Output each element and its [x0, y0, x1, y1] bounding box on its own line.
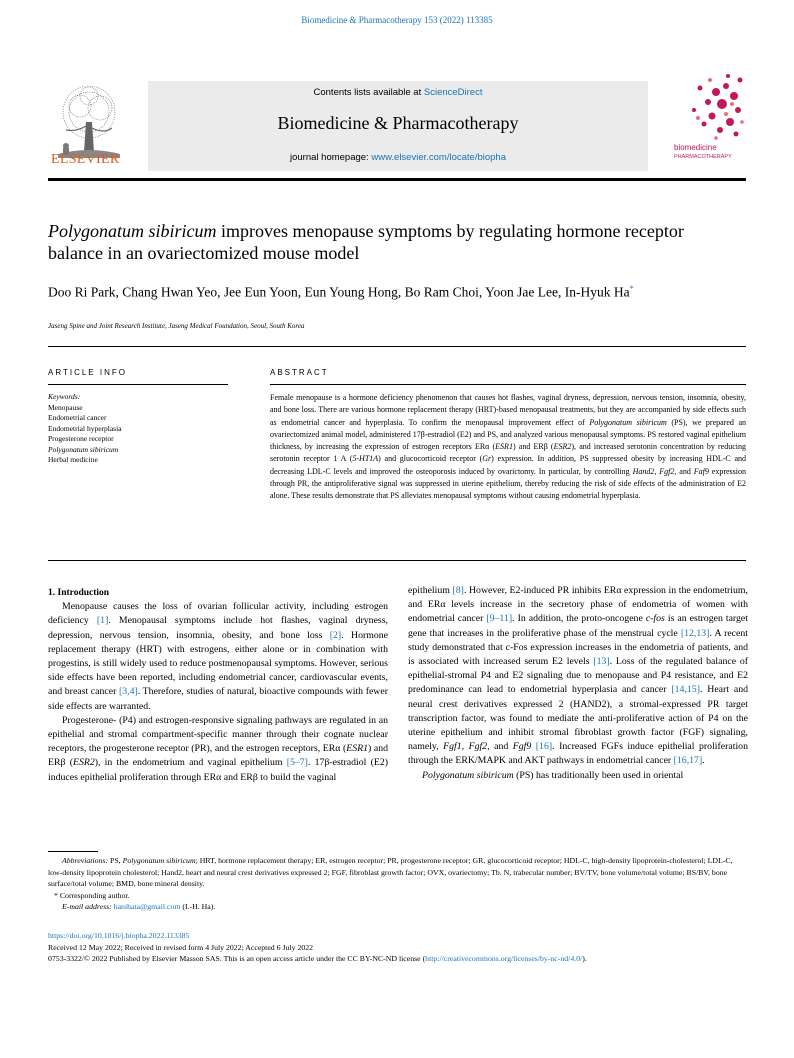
- ref-link[interactable]: [16]: [535, 741, 553, 753]
- corresponding-author-note: * Corresponding author.: [54, 890, 130, 900]
- body-column-right: [408, 584, 748, 783]
- keywords-block: [48, 392, 228, 466]
- ref-link[interactable]: [1]: [96, 615, 109, 627]
- contents-line: Contents lists available at ScienceDirect: [313, 87, 483, 98]
- doi-link[interactable]: https://doi.org/10.1016/j.biopha.2022.113385: [48, 931, 190, 940]
- cover-title-line2: PHARMACOTHERAPY: [674, 154, 732, 160]
- corresponding-author-mark[interactable]: *: [629, 284, 634, 293]
- license-note: 0753-3322/© 2022 Published by Elsevier Masson SAS. This is an open access article under the CC BY-NC-ND license (http://creativecommons.org/licenses/by-nc-nd/4.0/).: [48, 954, 587, 963]
- abstract-bottom-rule: [48, 560, 746, 561]
- footnotes: [48, 855, 746, 913]
- license-link[interactable]: http://creativecommons.org/licenses/by-nc-nd/4.0/: [425, 954, 583, 963]
- homepage-link[interactable]: www.elsevier.com/locate/biopha: [371, 152, 506, 163]
- intro-paragraph-2-cont: epithelium [8]. However, E2-induced PR inhibits ERα expression in the endometrium, and ERα levels increase in the secretory phase of endometria of women with endometrial cancer [9–11]. In addition, the proto-oncogene c-fos is an estrogen target gene that increases in the proliferative phase of the menstrual cycle [12,13]. A recent study demonstrated that c-Fos expression increases in the endometria of patients, and is associated with increased serum E2 levels [13]. Loss of the regulated balance of epithelial-stromal P4 and E2 signaling due to menopause and P4 resistance, and E2 predominance can lead to endometrial hyperplasia and cancer [14,15]. Heart and neural crest derivatives expressed 2 (HAND2), a stromal-expressed PR target transcription factor, was found to mediate the anti-proliferative action of P4 on the uterine epithelium and inhibit stromal fibroblast growth factor (FGF) signaling, namely, Fgf1, Fgf2, and Fgf9 [16]. Increased FGFs induce epithelial proliferation through the ERK/MAPK and AKT pathways in endometrial cancer [16,17].: [408, 585, 748, 767]
- received-dates: Received 12 May 2022; Received in revised form 4 July 2022; Accepted 6 July 2022: [48, 942, 314, 952]
- keyword-item: Progesterone receptor: [48, 434, 114, 443]
- ref-link[interactable]: [12,13]: [680, 627, 710, 639]
- footnote-rule: [48, 851, 98, 852]
- ref-link[interactable]: [16,17]: [673, 755, 703, 767]
- ref-link[interactable]: [2]: [329, 629, 342, 641]
- header-rule: [48, 178, 746, 181]
- abbreviations-note: Abbreviations: PS, Polygonatum sibiricum; HRT, hormone replacement therapy; ER, estrogen receptor; PR, progesterone receptor; GR, glucocorticoid receptor; HDL-C, high-density lipoprotein-cholesterol; LDL-C, low-density lipoprotein cholesterol; Hand2, heart and neural crest derivatives expressed 2; FGF, fibroblast growth factor; OVX, ovariectomy; Tb. N, trabecular number; BV/TV, bone volume/total volume; BS/BV, bone surface/total volume; BMD, bone mineral density.: [48, 856, 733, 888]
- elsevier-wordmark: ELSEVIER: [51, 152, 120, 167]
- abstract-label-rule: [270, 384, 746, 385]
- ref-link[interactable]: [8]: [452, 585, 464, 596]
- abstract-label: ABSTRACT: [270, 368, 329, 377]
- intro-paragraph-2: Progesterone- (P4) and estrogen-responsive signaling pathways are regulated in an epithelial and stromal compartment-specific manner through their cognate nuclear receptors, the progesterone receptor (PR), and the estrogen receptors, ERα (ESR1) and ERβ (ESR2), in the endometrium and vaginal epithelium [5–7]. 17β-estradiol (E2) induces epithelial proliferation through ERα and ERβ to build the vaginal: [48, 714, 388, 783]
- sciencedirect-link[interactable]: ScienceDirect: [423, 87, 483, 98]
- article-info-label: ARTICLE INFO: [48, 368, 127, 377]
- email-note: E-mail address: hanihata@gmail.com (I.-H. Ha).: [62, 902, 216, 911]
- body-column-left: [48, 586, 388, 785]
- ref-link[interactable]: [13]: [593, 656, 610, 668]
- ref-link[interactable]: [14,15]: [671, 684, 700, 696]
- cover-title-line1: biomedicine: [674, 143, 717, 152]
- journal-citation[interactable]: Biomedicine & Pharmacotherapy 153 (2022) 113385: [301, 15, 493, 25]
- journal-name: Biomedicine & Pharmacotherapy: [277, 113, 519, 133]
- author-list: Doo Ri Park, Chang Hwan Yeo, Jee Eun Yoon, Eun Young Hong, Bo Ram Choi, Yoon Jae Lee, In-Hyuk Ha*: [48, 284, 634, 300]
- journal-cover-image: [670, 72, 746, 172]
- ref-link[interactable]: [3,4]: [119, 686, 138, 698]
- keyword-item: Herbal medicine: [48, 455, 98, 464]
- ref-link[interactable]: [5–7]: [286, 757, 308, 769]
- keyword-item: Endometrial cancer: [48, 413, 107, 422]
- article-meta-footer: [48, 930, 746, 965]
- keywords-label: Keywords:: [48, 392, 81, 401]
- keyword-item: Polygonatum sibiricum: [48, 444, 119, 454]
- keyword-item: Endometrial hyperplasia: [48, 423, 122, 433]
- homepage-line: journal homepage: www.elsevier.com/locate/biopha: [290, 152, 506, 163]
- article-title: Polygonatum sibiricum improves menopause symptoms by regulating hormone receptor balance in an ovariectomized mouse model: [48, 221, 684, 263]
- info-top-rule: [48, 346, 746, 347]
- keyword-item: Menopause: [48, 402, 83, 412]
- intro-paragraph-3: Polygonatum sibiricum (PS) has traditionally been used in oriental: [422, 769, 684, 781]
- abstract-text: Female menopause is a hormone deficiency phenomenon that causes hot flashes, vaginal dryness, depression, nervous tension, insomnia, obesity, and bone loss. There are various hormone replacement therapy (HRT)-based menopausal treatments, but they are accompanied by side effects such as endometrial cancer and hyperplasia. To confirm the menopausal improvement effect of Polygonatum sibiricum (PS), we prepared an ovariectomized animal model, administered 17β-estradiol (E2) and PS, and analyzed various menopausal symptoms. PS restored vaginal epithelium thickness, by increasing the expression of estrogen receptors ERα (ESR1) and ERβ (ESR2), and increased serotonin concentration by reducing serotonin receptor 1 A (5-HT1A) and glucocorticoid receptor (Gr) expression. In addition, PS suppressed obesity by increasing HDL-C and decreasing LDL-C levels and improved the osteoporosis induced by ovarictomy. In particular, by controlling Hand2, Fgf2, and Faf9 expression through PR, the antiproliferative signal was suppressed in uterine epithelium, thereby reducing the risk of side effects of the administration of E2 alone. These results demonstrate that PS alleviates menopausal symptoms without causing endometrial hyperplasia.: [270, 393, 747, 501]
- ref-link[interactable]: [9–11]: [486, 613, 513, 625]
- section-heading-introduction: 1. Introduction: [48, 588, 110, 598]
- affiliation: Jaseng Spine and Joint Research Institute, Jaseng Medical Foundation, Seoul, South Korea: [48, 322, 305, 330]
- email-link[interactable]: hanihata@gmail.com: [113, 902, 181, 911]
- intro-paragraph-1: Menopause causes the loss of ovarian follicular activity, including estrogen deficiency [1]. Menopausal symptoms include hot flashes, vaginal dryness, depression, nervous tension, insomnia, obesity, and bone loss [2]. Hormone replacement therapy (HRT) with estrogens, either alone or in combination with progestins, is still widely used to reduce postmenopausal symptoms. However, serious side effects have been reported, including endometrial cancer, cardiovascular events, and breast cancer [3,4]. Therefore, studies of natural, bioactive compounds with fewer side effects are warranted.: [48, 601, 388, 712]
- journal-header: [48, 72, 746, 179]
- info-label-rule: [48, 384, 228, 385]
- journal-title-box: [148, 81, 648, 171]
